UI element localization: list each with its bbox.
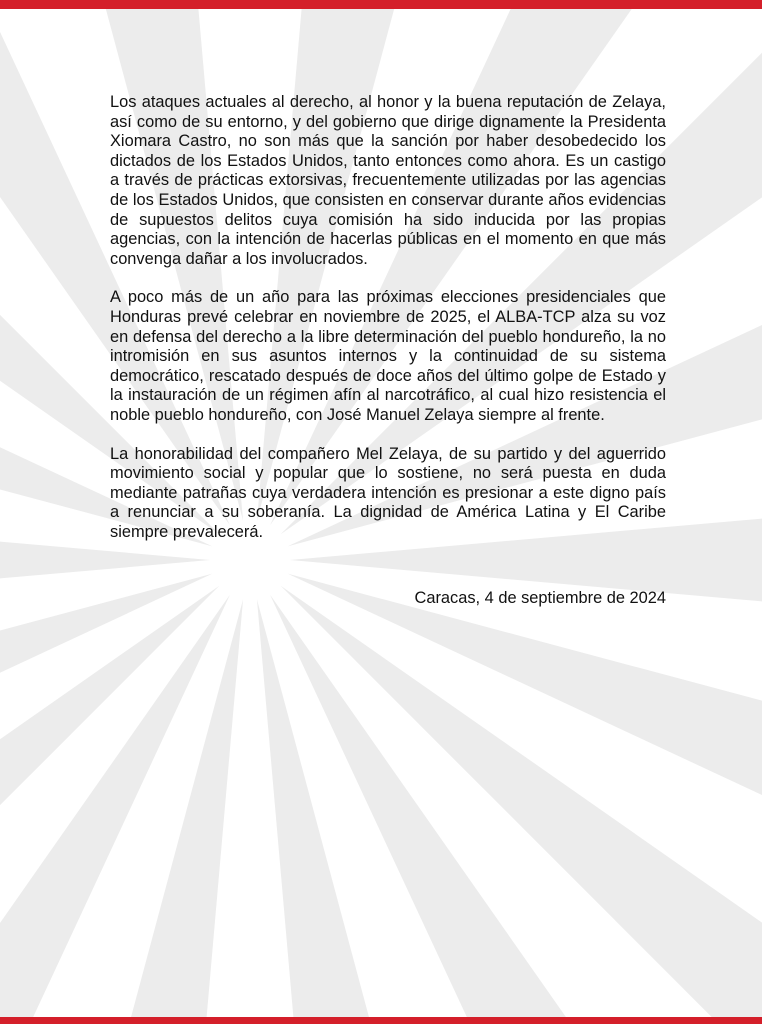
place-and-date: Caracas, 4 de septiembre de 2024 [414, 589, 666, 607]
paragraph-2: A poco más de un año para las próximas elecciones presidenciales que Honduras prevé celebrar en noviembre de 2025, el ALBA-TCP alza su voz en defensa del derecho a la libre determinación del pueblo hondureño, la no intromisión en sus asuntos internos y la continuidad de su sistema democrático, rescatado después de doce años del último golpe de Estado y la instauración de un régimen afín al narcotráfico, al cual hizo resistencia el noble pueblo hondureño, con José Manuel Zelaya siempre al frente. [110, 288, 666, 424]
paragraph-3: La honorabilidad del compañero Mel Zelaya, de su partido y del aguerrido movimiento social y popular que lo sostiene, no será puesta en duda mediante patrañas cuya verdadera intención es presionar a este digno país a renunciar a su soberanía. La dignidad de América Latina y El Caribe siempre prevalecerá. [110, 444, 666, 541]
document-body [110, 93, 666, 561]
top-red-bar [0, 0, 762, 9]
bottom-red-bar [0, 1017, 762, 1024]
paragraph-1: Los ataques actuales al derecho, al honor y la buena reputación de Zelaya, así como de su entorno, y del gobierno que dirige dignamente la Presidenta Xiomara Castro, no son más que la sanción por haber desobedecido los dictados de los Estados Unidos, tanto entonces como ahora. Es un castigo a través de prácticas extorsivas, frecuentemente utilizadas por las agencias de los Estados Unidos, que consisten en conservar durante años evidencias de supuestos delitos cuya comisión ha sido inducida por las propias agencias, con la intención de hacerlas públicas en el momento en que más convenga dañar a los involucrados. [110, 93, 666, 268]
